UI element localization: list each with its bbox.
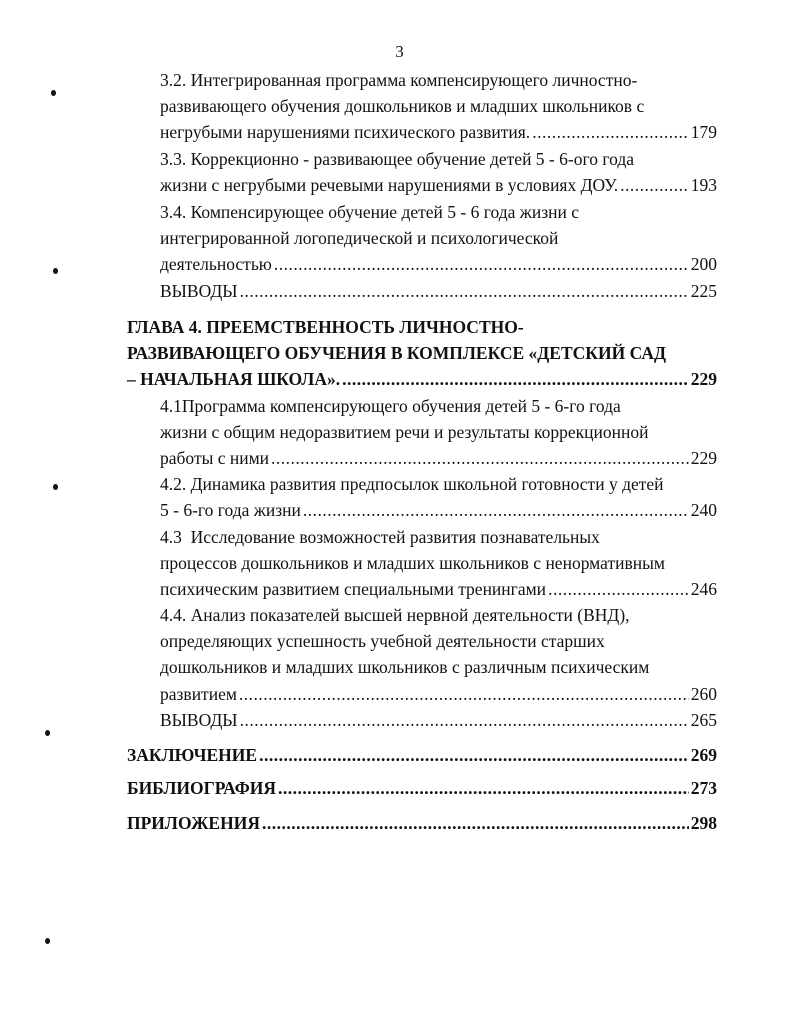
toc-bibliography (127, 776, 717, 800)
dot-leader (259, 743, 689, 767)
toc-chapter-4-line-3 (127, 367, 717, 391)
margin-dot (53, 268, 58, 274)
toc-entry-text: деятельностью (160, 254, 272, 274)
toc-3-4-line-2: интегрированной логопедической и психологической (160, 228, 559, 248)
toc-entry-text: психическим развитием специальными тренингами (160, 579, 547, 599)
toc-page-number: 265 (690, 710, 717, 730)
toc-page-number: 225 (690, 281, 717, 301)
toc-page-number: 229 (690, 448, 717, 468)
toc-appendices (127, 811, 717, 835)
toc-4-3-line-2: процессов дошкольников и младших школьников с ненормативным (160, 553, 665, 573)
dot-leader (620, 173, 689, 197)
dot-leader (342, 367, 689, 391)
toc-4-1-line-2: жизни с общим недоразвитием речи и результаты коррекционной (160, 422, 649, 442)
dot-leader (303, 498, 689, 522)
toc-chapter-4-line-1: ГЛАВА 4. ПРЕЕМСТВЕННОСТЬ ЛИЧНОСТНО- (127, 317, 524, 337)
toc-4-4-line-3: дошкольников и младших школьников с различным психическим (160, 657, 650, 677)
toc-page-number: 246 (690, 579, 717, 599)
toc-entry-text: 5 - 6-го года жизни (160, 500, 301, 520)
toc-page-number: 240 (690, 500, 717, 520)
toc-entry-text: – НАЧАЛЬНАЯ ШКОЛА». (127, 369, 341, 389)
toc-4-3-line-1: 4.3 Исследование возможностей развития познавательных (160, 527, 600, 547)
toc-4-3-line-3 (160, 577, 717, 601)
toc-page-number: 273 (690, 778, 717, 798)
toc-4-2-line-1: 4.2. Динамика развития предпосылок школьной готовности у детей (160, 474, 664, 494)
toc-chapter-4-line-2: РАЗВИВАЮЩЕГО ОБУЧЕНИЯ В КОМПЛЕКСЕ «ДЕТСКИЙ САД (127, 343, 667, 363)
toc-3-3-line-2 (160, 173, 717, 197)
toc-page-number: 269 (690, 745, 717, 765)
dot-leader (262, 811, 689, 835)
toc-page-number: 193 (690, 175, 717, 195)
toc-4-1-line-3 (160, 446, 717, 470)
margin-dot (45, 730, 50, 736)
toc-entry-text: развитием (160, 684, 237, 704)
toc-entry-text: ЗАКЛЮЧЕНИЕ (127, 745, 258, 765)
toc-entry-text: негрубыми нарушениями психического развития. (160, 122, 531, 142)
toc-3-2-line-2: развивающего обучения дошкольников и младших школьников с (160, 96, 645, 116)
dot-leader (271, 446, 689, 470)
toc-entry-text: ВЫВОДЫ (160, 281, 238, 301)
dot-leader (240, 708, 689, 732)
toc-entry-text: жизни с негрубыми речевыми нарушениями в условиях ДОУ. (160, 175, 619, 195)
toc-page-number: 260 (690, 684, 717, 704)
dot-leader (548, 577, 689, 601)
toc-4-4-line-4 (160, 682, 717, 706)
dot-leader (532, 120, 689, 144)
dot-leader (239, 682, 689, 706)
toc-page-number: 179 (690, 122, 717, 142)
page-number: 3 (395, 42, 404, 61)
toc-page-number: 200 (690, 254, 717, 274)
toc-chapter-4-conclusions (160, 708, 717, 732)
toc-conclusion (127, 743, 717, 767)
toc-4-4-line-1: 4.4. Анализ показателей высшей нервной деятельности (ВНД), (160, 605, 630, 625)
toc-4-4-line-2: определяющих успешность учебной деятельности старших (160, 631, 605, 651)
toc-entry-text: ПРИЛОЖЕНИЯ (127, 813, 260, 833)
toc-entry-text: работы с ними (160, 448, 270, 468)
toc-page-number: 229 (690, 369, 717, 389)
dot-leader (240, 279, 689, 303)
dot-leader (274, 252, 689, 276)
toc-4-2-line-2 (160, 498, 717, 522)
margin-dot (51, 90, 56, 96)
toc-4-1-line-1: 4.1Программа компенсирующего обучения детей 5 - 6-го года (160, 396, 621, 416)
toc-3-2-line-3 (160, 120, 717, 144)
toc-3-4-line-1: 3.4. Компенсирующее обучение детей 5 - 6 года жизни с (160, 202, 580, 222)
toc-3-4-line-3 (160, 252, 717, 276)
toc-entry-text: БИБЛИОГРАФИЯ (127, 778, 276, 798)
margin-dot (45, 938, 50, 944)
toc-3-2-line-1: 3.2. Интегрированная программа компенсирующего личностно- (160, 70, 638, 90)
toc-chapter-3-conclusions (160, 279, 717, 303)
toc-3-3-line-1: 3.3. Коррекционно - развивающее обучение детей 5 - 6-ого года (160, 149, 634, 169)
margin-dot (53, 484, 58, 490)
toc-entry-text: ВЫВОДЫ (160, 710, 238, 730)
dot-leader (278, 776, 689, 800)
toc-page-number: 298 (690, 813, 717, 833)
